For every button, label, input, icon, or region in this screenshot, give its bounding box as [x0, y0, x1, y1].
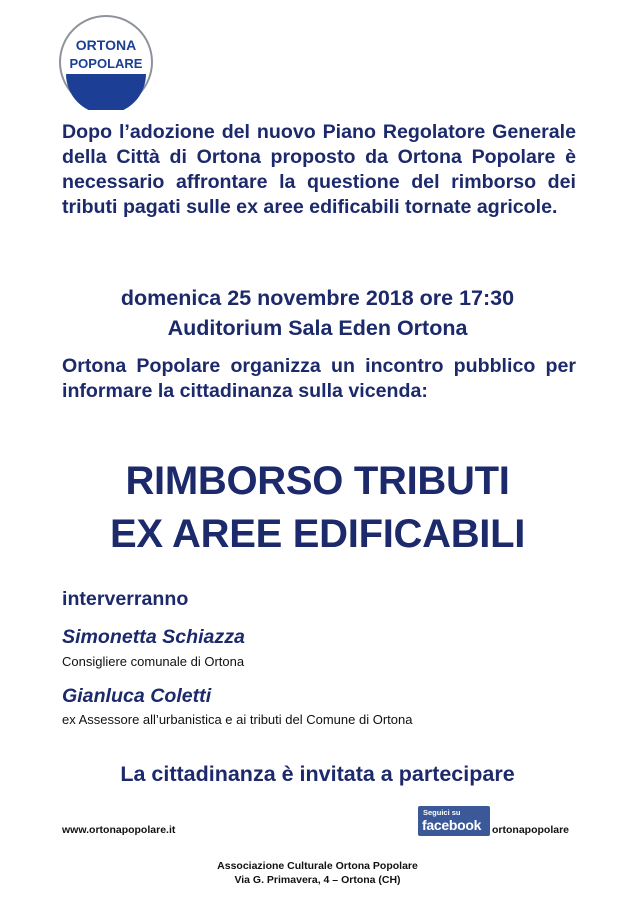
facebook-logo-text: facebook — [422, 817, 482, 833]
organizer-paragraph: Ortona Popolare organizza un incontro pubblico per informare la cittadinanza sulla vicenda: — [62, 355, 576, 402]
speaker-role: Consigliere comunale di Ortona — [62, 654, 245, 669]
invitation-text: La cittadinanza è invitata a partecipare — [120, 762, 515, 786]
event-date: domenica 25 novembre 2018 ore 17:30 — [120, 286, 515, 310]
speaker-role: ex Assessore all’urbanistica e ai tributi del Comune di Ortona — [62, 712, 413, 727]
facebook-follow-text: Seguici su — [423, 808, 461, 817]
facebook-handle[interactable]: ortonapopolare — [492, 824, 570, 836]
intro-paragraph: Dopo l’adozione del nuovo Piano Regolatore Generale della Città di Ortona proposto da Ortona Popolare è necessario affrontare la questione del rimborso dei tributi pagati sulle ex aree edificabili tornate agricole. — [62, 121, 576, 218]
speakers-title: interverranno — [62, 588, 189, 610]
speaker-name: Gianluca Coletti — [62, 685, 212, 707]
speaker-name: Simonetta Schiazza — [62, 626, 245, 648]
logo-text-line1: ORTONA — [75, 37, 137, 53]
ortona-popolare-logo — [58, 14, 154, 110]
footer-association: Associazione Culturale Ortona Popolare — [217, 860, 418, 872]
footer-address: Via G. Primavera, 4 – Ortona (CH) — [234, 874, 401, 886]
website-link[interactable]: www.ortonapopolare.it — [62, 824, 176, 836]
logo-text-line2: POPOLARE — [69, 56, 143, 71]
event-venue: Auditorium Sala Eden Ortona — [167, 316, 468, 340]
headline-line2: EX AREE EDIFICABILI — [109, 512, 526, 556]
headline-line1: RIMBORSO TRIBUTI — [125, 459, 510, 503]
facebook-badge[interactable] — [418, 806, 490, 836]
